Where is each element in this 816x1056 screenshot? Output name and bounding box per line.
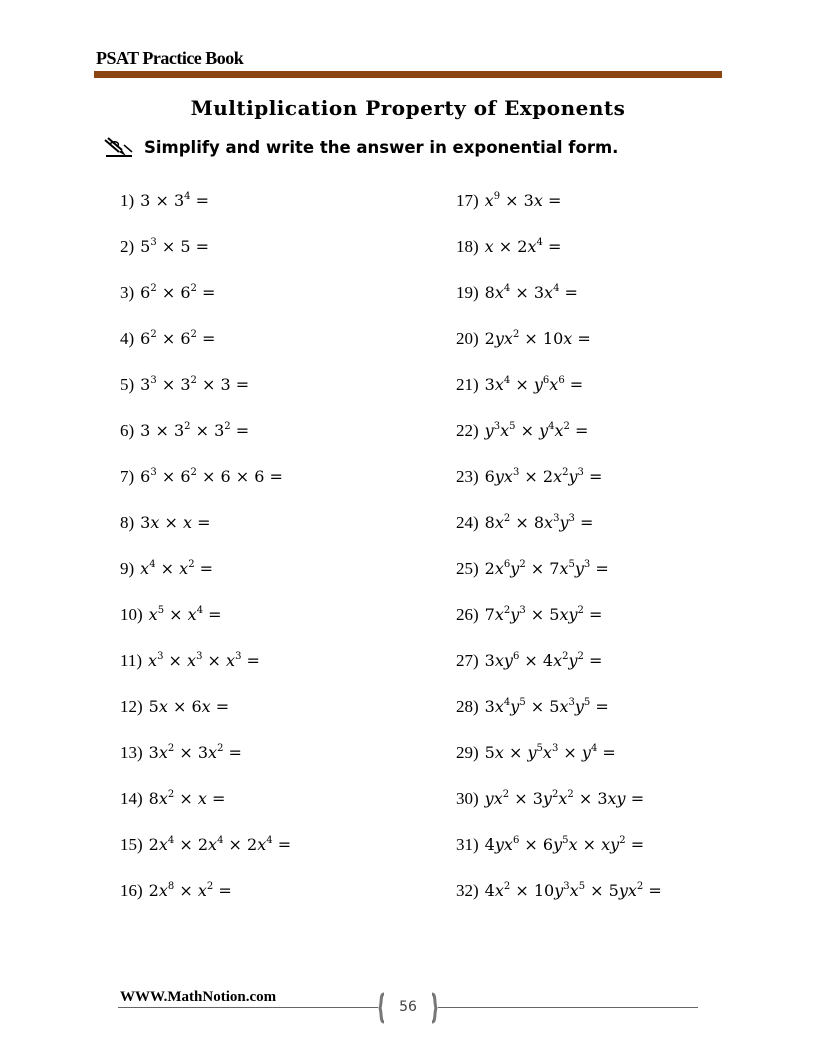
problem-item	[456, 462, 602, 492]
problem-number: 21)	[456, 375, 479, 394]
problem-number: 3)	[120, 283, 135, 302]
instruction-text: Simplify and write the answer in exponential form.	[144, 137, 619, 157]
problem-number: 6)	[120, 421, 135, 440]
problem-expression: $3x^4y^5 \times 5x^3y^5$ =	[484, 697, 609, 716]
problem-item	[456, 278, 578, 308]
problem-item	[120, 508, 211, 538]
problem-number: 27)	[456, 651, 479, 670]
problem-number: 19)	[456, 283, 479, 302]
problem-expression: $2x^4 \times 2x^4 \times 2x^4$ =	[148, 835, 292, 854]
problem-expression: $y^3x^5 \times y^4x^2$ =	[484, 421, 589, 440]
problem-item	[120, 416, 249, 446]
problem-number: 8)	[120, 513, 135, 532]
problem-number: 22)	[456, 421, 479, 440]
problem-number: 7)	[120, 467, 135, 486]
problem-expression: $6^3 \times 6^2 \times 6 \times 6$ =	[140, 467, 283, 486]
problem-expression: $3 \times 3^4$ =	[140, 191, 210, 210]
problem-item	[120, 692, 229, 722]
problem-number: 16)	[120, 881, 143, 900]
problem-number: 20)	[456, 329, 479, 348]
problem-item	[120, 232, 209, 262]
problem-item	[456, 508, 593, 538]
problem-number: 4)	[120, 329, 135, 348]
problem-item	[120, 646, 260, 676]
problem-expression: $2yx^2 \times 10x$ =	[484, 329, 591, 348]
header-rule	[94, 71, 722, 78]
problem-item	[120, 784, 225, 814]
problem-number: 10)	[120, 605, 143, 624]
problem-item	[456, 324, 591, 354]
problem-item	[456, 416, 588, 446]
problem-number: 15)	[120, 835, 143, 854]
problem-item	[456, 370, 583, 400]
problem-number: 32)	[456, 881, 479, 900]
problem-number: 9)	[120, 559, 135, 578]
problem-number: 31)	[456, 835, 479, 854]
problem-number: 2)	[120, 237, 135, 256]
problem-expression: $3x^2 \times 3x^2$ =	[148, 743, 242, 762]
problem-expression: $6^2 \times 6^2$ =	[140, 283, 216, 302]
problem-expression: 5x × 6x =	[148, 697, 230, 716]
problem-number: 28)	[456, 697, 479, 716]
problem-number: 13)	[120, 743, 143, 762]
problem-item	[456, 784, 644, 814]
problem-item	[120, 876, 232, 906]
problem-expression: $3 \times 3^2 \times 3^2$ =	[140, 421, 250, 440]
problem-number: 11)	[120, 651, 143, 670]
page-title: Multiplication Property of Exponents	[190, 96, 626, 120]
problem-expression: $7x^2y^3 \times 5xy^2$ =	[484, 605, 603, 624]
problem-number: 14)	[120, 789, 143, 808]
page-number-box	[378, 992, 438, 1024]
problem-expression: $2x^8 \times x^2$ =	[148, 881, 232, 900]
problem-number: 23)	[456, 467, 479, 486]
problem-item	[120, 278, 215, 308]
book-title: PSAT Practice Book	[96, 48, 244, 68]
problem-number: 17)	[456, 191, 479, 210]
problem-expression: $8x^4 \times 3x^4$ =	[484, 283, 578, 302]
problem-number: 1)	[120, 191, 135, 210]
problem-expression: $x \times 2x^4$ =	[484, 237, 562, 256]
problem-item	[120, 462, 283, 492]
problem-expression: $x^4 \times x^2$ =	[140, 559, 214, 578]
problem-item	[456, 738, 616, 768]
problem-item	[456, 876, 662, 906]
problem-expression: $8x^2 \times 8x^3y^3$ =	[484, 513, 594, 532]
problem-number: 12)	[120, 697, 143, 716]
problem-number: 5)	[120, 375, 135, 394]
problem-item	[456, 554, 609, 584]
problem-number: 29)	[456, 743, 479, 762]
problem-item	[120, 370, 249, 400]
footer-rule-left	[118, 1007, 378, 1008]
instruction	[102, 136, 618, 158]
problem-expression: $8x^2 \times x$ =	[148, 789, 226, 808]
problem-expression: $6^2 \times 6^2$ =	[140, 329, 216, 348]
problem-number: 18)	[456, 237, 479, 256]
problem-expression: 3x × x =	[140, 513, 211, 532]
pencil-icon	[102, 136, 136, 158]
problem-item	[456, 830, 644, 860]
problem-expression: $x^3 \times x^3 \times x^3$ =	[148, 651, 260, 670]
footer-website: WWW.MathNotion.com	[120, 989, 277, 1005]
problem-number: 26)	[456, 605, 479, 624]
problem-number: 25)	[456, 559, 479, 578]
problem-item	[456, 186, 561, 216]
page-number: 56	[399, 999, 417, 1015]
problem-expression: $4yx^6 \times 6y^5x \times xy^2$ =	[484, 835, 645, 854]
problem-expression: $3xy^6 \times 4x^2y^2$ =	[484, 651, 603, 670]
problem-item	[120, 600, 222, 630]
problem-number: 30)	[456, 789, 479, 808]
problem-expression: $3^3 \times 3^2 \times 3$ =	[140, 375, 250, 394]
problem-item	[120, 186, 209, 216]
problem-item	[120, 830, 291, 860]
footer-rule-right	[438, 1007, 698, 1008]
problem-item	[456, 692, 609, 722]
problem-number: 24)	[456, 513, 479, 532]
problem-expression: $2x^6y^2 \times 7x^5y^3$ =	[484, 559, 609, 578]
problem-item	[120, 554, 213, 584]
problem-expression: $5x \times y^5x^3 \times y^4$ =	[484, 743, 616, 762]
problem-expression: $3x^4 \times y^6x^6$ =	[484, 375, 584, 394]
problem-item	[456, 232, 561, 262]
problem-item	[120, 738, 242, 768]
problem-item	[120, 324, 215, 354]
problem-expression: $x^9 \times 3x$ =	[484, 191, 562, 210]
problem-expression: $x^5 \times x^4$ =	[148, 605, 222, 624]
problem-item	[456, 646, 602, 676]
problem-expression: $4x^2 \times 10y^3x^5 \times 5yx^2$ =	[484, 881, 662, 900]
problem-expression: $5^3 \times 5$ =	[140, 237, 210, 256]
problem-expression: $6yx^3 \times 2x^2y^3$ =	[484, 467, 603, 486]
problem-item	[456, 600, 602, 630]
problem-expression: $yx^2 \times 3y^2x^2 \times 3xy$ =	[484, 789, 645, 808]
